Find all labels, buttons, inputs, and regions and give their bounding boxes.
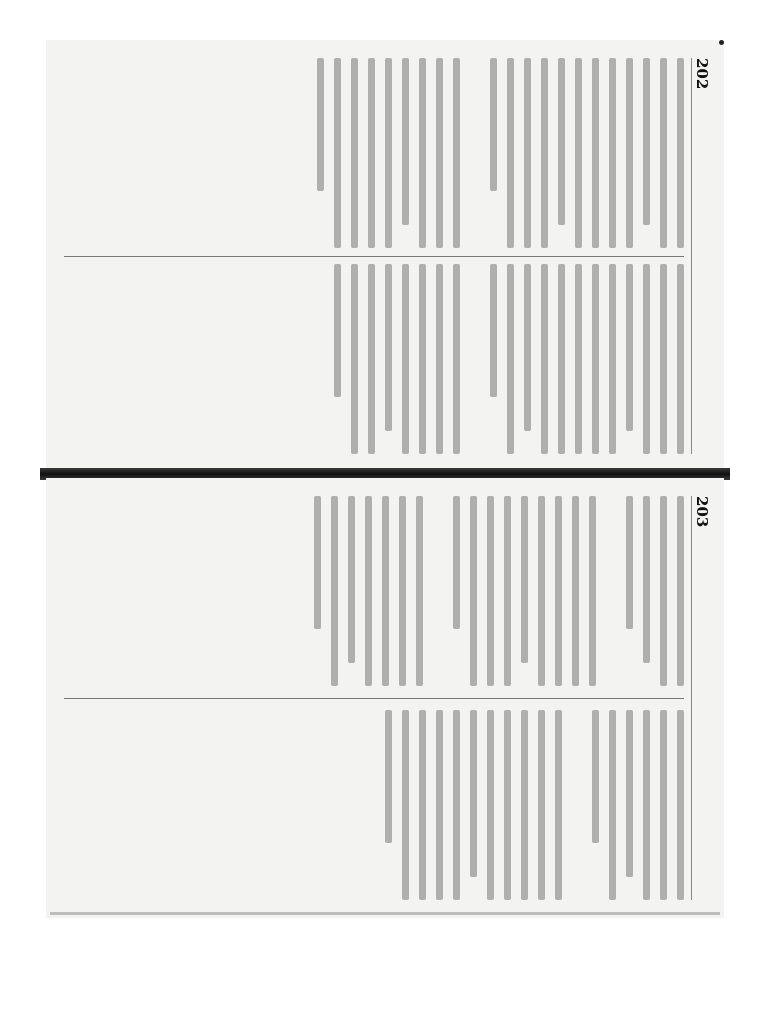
text-column-left — [64, 496, 684, 686]
column-rule — [64, 256, 684, 257]
lower-page-content — [46, 478, 724, 918]
book-page-lower — [46, 478, 724, 918]
running-header-lower — [691, 496, 712, 900]
upper-page-content — [46, 40, 724, 472]
column-rule — [64, 698, 684, 699]
text-column-right — [64, 710, 684, 900]
book-page-upper — [46, 40, 724, 472]
text-column-right — [64, 264, 684, 454]
scan-speck — [719, 40, 724, 45]
running-header-upper — [691, 58, 712, 454]
text-column-left — [64, 58, 684, 248]
page-edge-bottom — [50, 912, 720, 915]
page-number: 203 — [693, 496, 711, 528]
page-number: 202 — [693, 58, 711, 90]
